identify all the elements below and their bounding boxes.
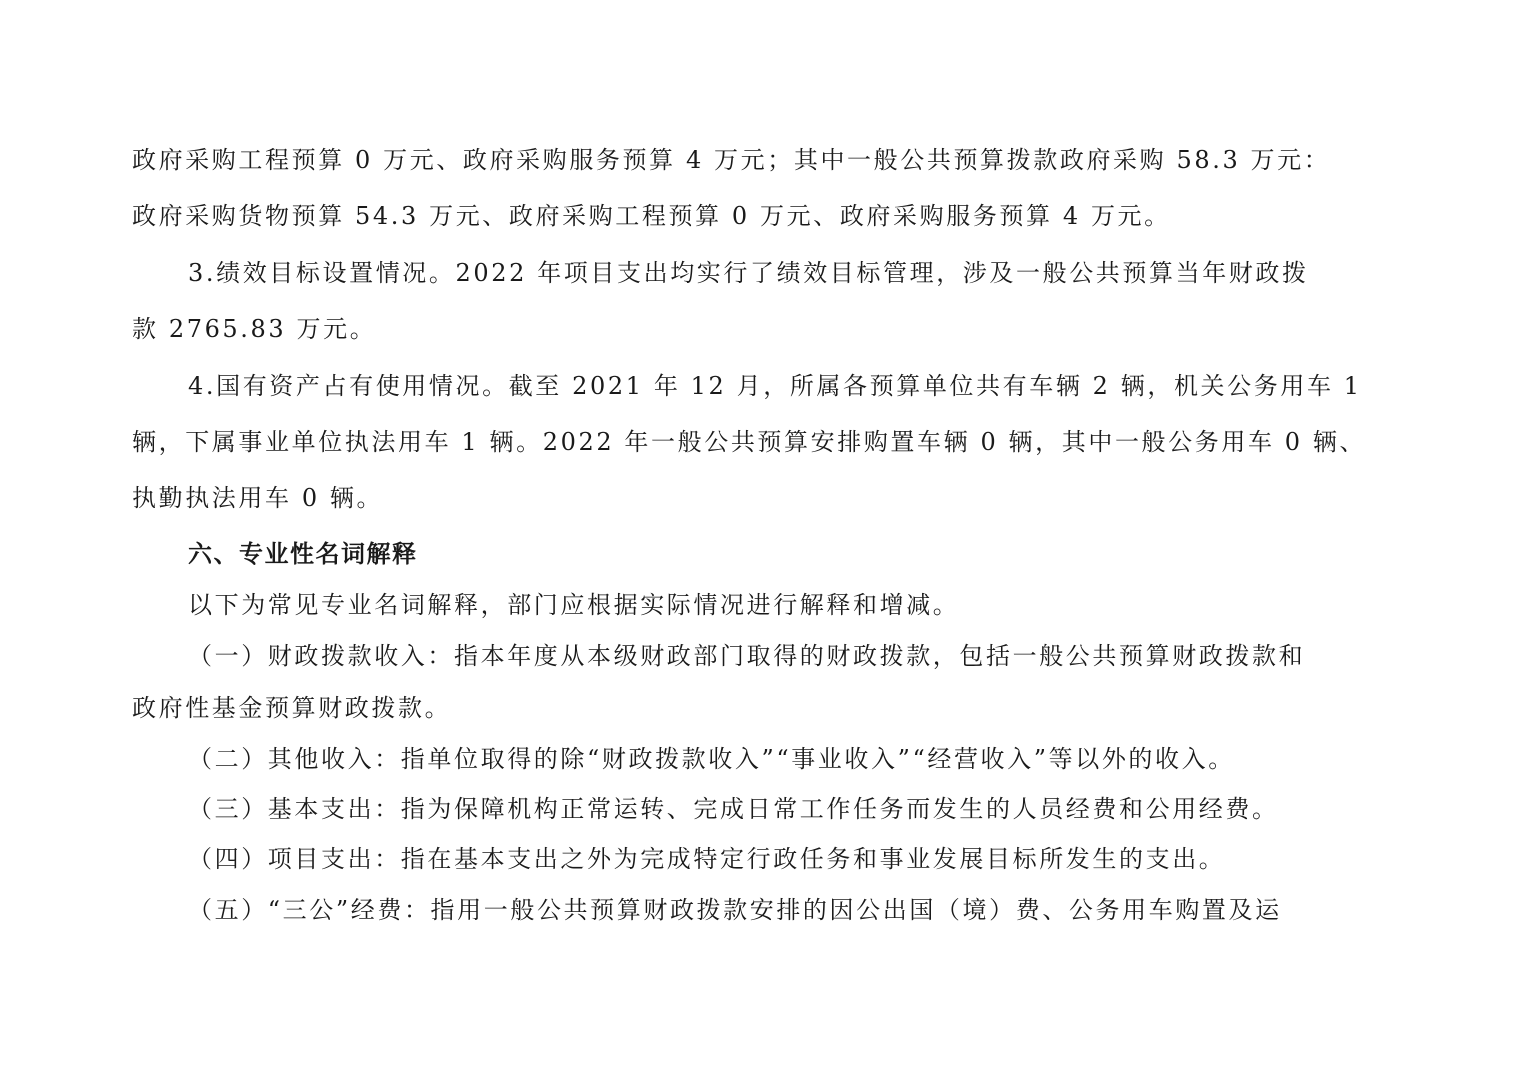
paragraph-line: （二）其他收入：指单位取得的除“财政拨款收入”“事业收入”“经营收入”等以外的收入。	[188, 745, 1235, 773]
paragraph-line: 执勤执法用车 0 辆。	[132, 484, 384, 512]
paragraph-line: 政府采购工程预算 0 万元、政府采购服务预算 4 万元；其中一般公共预算拨款政府采购 58.3 万元：	[132, 146, 1331, 174]
paragraph-line: 4.国有资产占有使用情况。截至 2021 年 12 月，所属各预算单位共有车辆 2 辆，机关公务用车 1	[188, 372, 1362, 400]
paragraph-line: （四）项目支出：指在基本支出之外为完成特定行政任务和事业发展目标所发生的支出。	[188, 845, 1226, 873]
paragraph-line: （一）财政拨款收入：指本年度从本级财政部门取得的财政拨款，包括一般公共预算财政拨款和	[188, 642, 1306, 670]
paragraph-line: 以下为常见专业名词解释，部门应根据实际情况进行解释和增减。	[188, 591, 960, 619]
paragraph-line: 政府采购货物预算 54.3 万元、政府采购工程预算 0 万元、政府采购服务预算 4 万元。	[132, 202, 1171, 230]
paragraph-line: 3.绩效目标设置情况。2022 年项目支出均实行了绩效目标管理，涉及一般公共预算当年财政拨	[188, 259, 1309, 287]
paragraph-line: 辆，下属事业单位执法用车 1 辆。2022 年一般公共预算安排购置车辆 0 辆，其中一般公务用车 0 辆、	[132, 428, 1367, 456]
section-heading: 六、专业性名词解释	[188, 540, 418, 568]
paragraph-line: （三）基本支出：指为保障机构正常运转、完成日常工作任务而发生的人员经费和公用经费。	[188, 795, 1279, 823]
paragraph-line: （五）“三公”经费：指用一般公共预算财政拨款安排的因公出国（境）费、公务用车购置及运	[188, 896, 1282, 924]
paragraph-line: 款 2765.83 万元。	[132, 315, 377, 343]
paragraph-line: 政府性基金预算财政拨款。	[132, 694, 452, 722]
